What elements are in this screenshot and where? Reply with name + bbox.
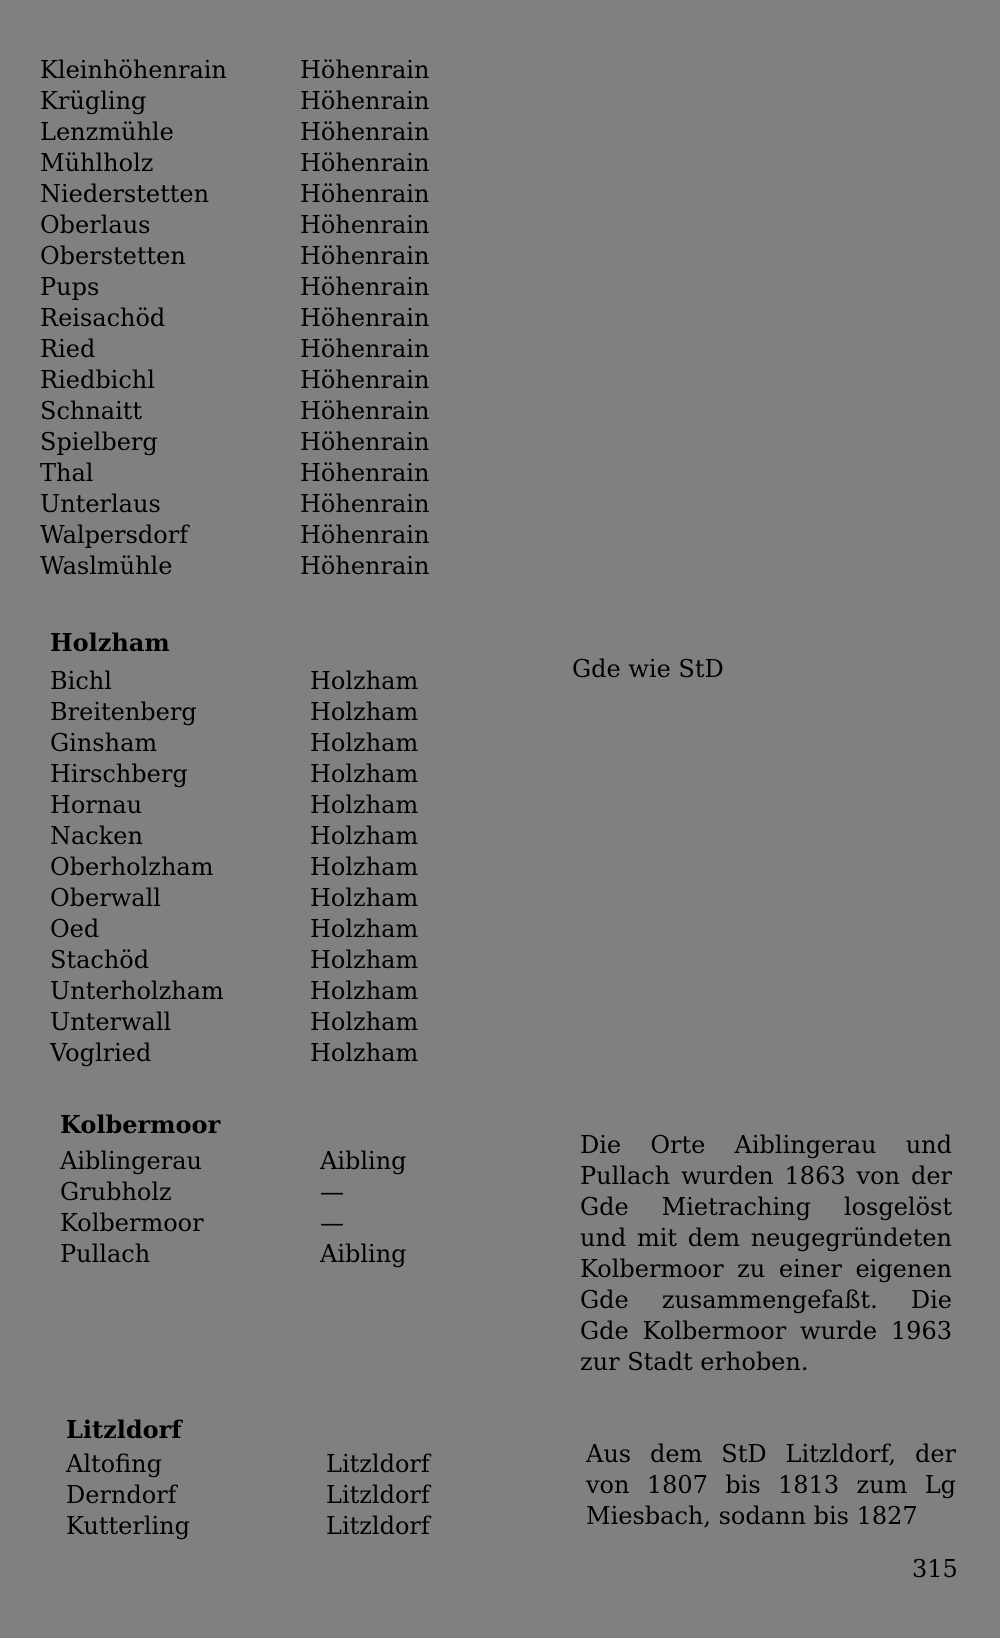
parish-name: — [320,1209,344,1237]
parish-name: Höhenrain [300,366,430,394]
table-row [0,179,1000,210]
place-name: Voglried [50,1039,152,1067]
place-name: Walpersdorf [40,521,189,549]
table-row [10,883,1000,914]
parish-name: Höhenrain [300,180,430,208]
place-name: Reisachöd [40,304,166,332]
page-number: 315 [912,1555,958,1583]
table-row [0,55,1000,86]
table-row [10,821,1000,852]
place-name: Ried [40,335,96,363]
parish-name: Höhenrain [300,552,430,580]
place-name: Waslmühle [40,552,173,580]
section-note: Die Orte Aiblingerau und Pullach wurden 1863 von der Gde Mietraching losgelöst und mit dem neugegründeten Kolbermoor zu einer eigenen Gde zusammengefaßt. Die Gde Kolbermoor wurde 1963 zur Stadt erhoben. [580,1131,952,1376]
section-heading: Kolbermoor [60,1110,221,1139]
place-name: Thal [40,459,94,487]
table-row [10,790,1000,821]
section-hoehenrain [0,55,1000,582]
parish-name: Höhenrain [300,428,430,456]
place-name: Grubholz [60,1178,172,1206]
parish-name: Höhenrain [300,242,430,270]
parish-name: Höhenrain [300,273,430,301]
place-name: Pullach [60,1240,151,1268]
parish-name: Litzldorf [326,1481,430,1509]
table-row [0,303,1000,334]
table-row [20,1146,1000,1177]
place-name: Unterholzham [50,977,224,1005]
section-heading: Holzham [50,628,170,657]
table-row [0,427,1000,458]
table-row [10,976,1000,1007]
place-name: Lenzmühle [40,118,174,146]
table-row [0,520,1000,551]
table-row [20,1177,1000,1208]
parish-name: Holzham [310,977,419,1005]
table-row [10,697,1000,728]
table-row [0,551,1000,582]
place-name: Spielberg [40,428,158,456]
table-row [0,458,1000,489]
table-row [20,1239,1000,1270]
parish-name: Höhenrain [300,149,430,177]
table-row [26,1480,1000,1511]
place-name: Unterwall [50,1008,172,1036]
table-row [20,1208,1000,1239]
parish-name: Höhenrain [300,118,430,146]
parish-name: Holzham [310,1039,419,1067]
parish-name: Höhenrain [300,56,430,84]
section-note: Gde wie StD [572,655,724,683]
table-row [0,210,1000,241]
place-name: Oberlaus [40,211,151,239]
table-row [0,489,1000,520]
parish-name: Holzham [310,760,419,788]
parish-name: Höhenrain [300,335,430,363]
table-row [0,117,1000,148]
parish-name: Litzldorf [326,1450,430,1478]
parish-name: Höhenrain [300,87,430,115]
parish-name: Aibling [320,1240,407,1268]
table-holzham [10,666,1000,1069]
parish-name: Holzham [310,791,419,819]
table-row [10,759,1000,790]
table-row [0,396,1000,427]
table-row [0,365,1000,396]
place-name: Oberholzham [50,853,214,881]
parish-name: Holzham [310,729,419,757]
place-name: Kutterling [66,1512,190,1540]
parish-name: Litzldorf [326,1512,430,1540]
table-hoehenrain [0,55,1000,582]
table-row [10,728,1000,759]
parish-name: Holzham [310,698,419,726]
table-kolbermoor [20,1146,1000,1270]
place-name: Krügling [40,87,147,115]
place-name: Altofing [66,1450,162,1478]
place-name: Oberstetten [40,242,186,270]
place-name: Riedbichl [40,366,155,394]
table-row [10,1038,1000,1069]
place-name: Nacken [50,822,143,850]
parish-name: Höhenrain [300,490,430,518]
parish-name: Holzham [310,822,419,850]
place-name: Oberwall [50,884,161,912]
parish-name: Aibling [320,1147,407,1175]
place-name: Mühlholz [40,149,154,177]
table-row [26,1511,1000,1542]
place-name: Kleinhöhenrain [40,56,227,84]
table-row [0,334,1000,365]
place-name: Stachöd [50,946,150,974]
place-name: Unterlaus [40,490,161,518]
table-row [10,945,1000,976]
parish-name: Holzham [310,1008,419,1036]
table-row [10,852,1000,883]
table-litzldorf [26,1449,1000,1542]
section-heading: Litzldorf [66,1415,182,1444]
place-name: Niederstetten [40,180,210,208]
table-row [10,666,1000,697]
place-name: Hirschberg [50,760,188,788]
place-name: Kolbermoor [60,1209,204,1237]
parish-name: Holzham [310,946,419,974]
parish-name: Höhenrain [300,459,430,487]
parish-name: Holzham [310,915,419,943]
parish-name: Holzham [310,667,419,695]
parish-name: Holzham [310,853,419,881]
place-name: Pups [40,273,100,301]
parish-name: Höhenrain [300,397,430,425]
parish-name: — [320,1178,344,1206]
table-row [0,148,1000,179]
parish-name: Höhenrain [300,211,430,239]
place-name: Hornau [50,791,143,819]
place-name: Schnaitt [40,397,143,425]
place-name: Breitenberg [50,698,197,726]
section-note: Aus dem StD Litzldorf, der von 1807 bis 1813 zum Lg Miesbach, sodann bis 1827 [586,1440,956,1530]
table-row [10,914,1000,945]
table-row [0,86,1000,117]
table-row [0,241,1000,272]
place-name: Aiblingerau [60,1147,202,1175]
table-row [0,272,1000,303]
table-row [26,1449,1000,1480]
parish-name: Holzham [310,884,419,912]
parish-name: Höhenrain [300,521,430,549]
place-name: Derndorf [66,1481,177,1509]
place-name: Oed [50,915,100,943]
parish-name: Höhenrain [300,304,430,332]
table-row [10,1007,1000,1038]
place-name: Ginsham [50,729,158,757]
place-name: Bichl [50,667,112,695]
